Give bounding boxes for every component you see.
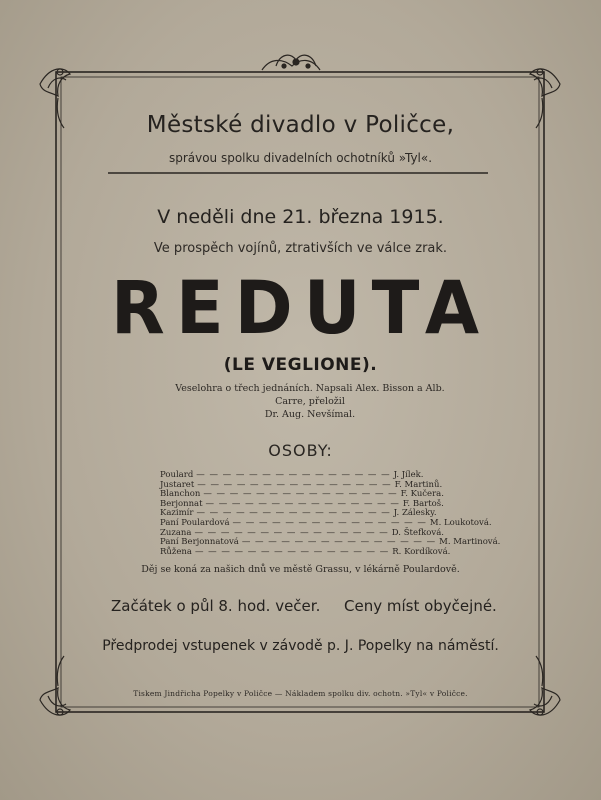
original-title: (LE VEGLIONE).: [223, 355, 378, 375]
start-time: Začátek o půl 8. hod. večer.: [111, 597, 321, 615]
top-ornament-icon: [262, 55, 320, 70]
theater-subtitle: správou spolku divadelních ochotníků »Tyl«.: [168, 151, 433, 165]
cast-actor: F. Bartoš.: [402, 498, 444, 509]
cast-role: Paní Poulardová: [160, 517, 230, 528]
play-title: REDUTA: [110, 264, 491, 352]
cast-heading: OSOBY:: [268, 441, 333, 460]
leader-dashes: — — — — — — — — — — — — — — —: [232, 517, 427, 528]
leader-dashes: — — — — — — — — — — — — — — —: [197, 479, 392, 490]
ticket-prices: Ceny míst obyčejné.: [344, 597, 497, 615]
leader-dashes: — — — — — — — — — — — — — — —: [194, 546, 390, 557]
cast-actor: J. Jílek.: [393, 470, 424, 480]
cast-actor: F. Kučera.: [400, 489, 444, 500]
printer-imprint: Tiskem Jindřicha Popelky v Poličce — Nákladem spolku div. ochotn. »Tyl« v Poličce.: [133, 689, 468, 698]
corner-ornament-bottom-left-icon: [40, 656, 70, 715]
setting-note: Děj se koná za našich dnů ve městě Grassu, v lékárně Poulardově.: [141, 564, 460, 575]
leader-dashes: — — — — — — — — — — — — — — —: [194, 527, 389, 538]
presale-note: Předprodej vstupenek v závodě p. J. Popelky na náměstí.: [102, 638, 499, 654]
benefit-note: Ve prospěch vojínů, ztrativších ve válce zrak.: [153, 241, 448, 256]
cast-actor: M. Martinová.: [439, 537, 501, 548]
corner-ornament-bottom-right-icon: [530, 656, 560, 715]
cast-actor: J. Zálesky.: [393, 508, 437, 519]
credit-line: Dr. Aug. Nevšímal.: [264, 409, 356, 420]
credit-line: Veselohra o třech jednáních. Napsali Alex. Bisson a Alb. Carre, přeložil: [175, 383, 445, 407]
leader-dashes: — — — — — — — — — — — — — — —: [241, 537, 437, 548]
leader-dashes: — — — — — — — — — — — — — — —: [196, 470, 391, 480]
cast-list: [160, 470, 501, 557]
cast-row: [160, 548, 460, 558]
theater-name: Městské divadlo v Poličce,: [146, 112, 455, 138]
cast-role: Berjonnat: [160, 498, 203, 509]
cast-role: Zuzana: [160, 527, 192, 538]
cast-role: Kazimír: [160, 508, 194, 519]
leader-dashes: — — — — — — — — — — — — — — —: [196, 508, 391, 519]
performance-date: V neděli dne 21. března 1915.: [157, 206, 444, 228]
cast-role: Blanchon: [160, 489, 201, 500]
cast-role: Poulard: [160, 470, 194, 480]
cast-actor: R. Kordíková.: [392, 546, 451, 557]
cast-actor: D. Štefková.: [391, 527, 444, 538]
cast-actor: F. Martinů.: [394, 479, 443, 490]
cast-role: Růžena: [160, 546, 192, 557]
leader-dashes: — — — — — — — — — — — — — — —: [203, 489, 398, 500]
credits: [160, 382, 460, 421]
leader-dashes: — — — — — — — — — — — — — — —: [205, 498, 400, 509]
cast-role: Paní Berjonnatová: [160, 537, 239, 548]
cast-actor: M. Loukotová.: [429, 517, 492, 528]
cast-role: Justaret: [160, 479, 195, 490]
